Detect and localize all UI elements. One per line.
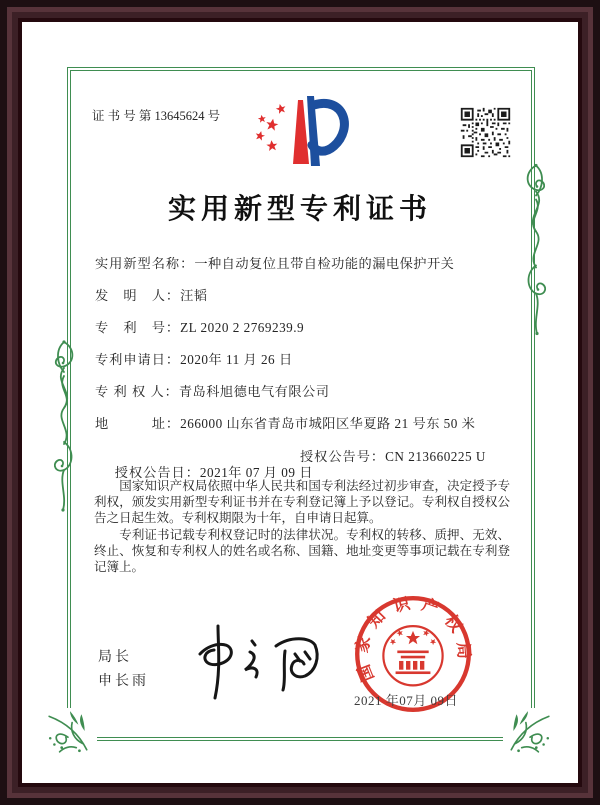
corner-flourish-icon (45, 708, 93, 756)
grant-date-label: 授权公告日： (114, 465, 200, 480)
corner-flourish-icon (505, 708, 553, 756)
field-label: 发 明 人： (95, 288, 181, 303)
floral-flourish-icon (519, 158, 553, 343)
cnipa-logo-icon (250, 94, 350, 170)
floral-flourish-icon (47, 338, 81, 516)
field-row-inventor (95, 285, 513, 304)
field-value: 一种自动复位且带自检功能的漏电保护开关 (194, 256, 455, 271)
grant-date-value: 2021年 07 月 09 日 (199, 465, 313, 480)
seal-ring-text: 国家知识产权局 (352, 593, 474, 685)
legal-text (94, 478, 510, 575)
grant-no-label: 授权公告号： (300, 449, 386, 464)
qr-code-icon (459, 106, 512, 159)
commissioner-title: 局长 (98, 648, 132, 664)
grant-no-value: CN 213660225 U (385, 449, 486, 464)
certificate-number: 证 书 号 第 13645624 号 (92, 109, 221, 123)
field-label: 地 址： (95, 416, 181, 431)
commissioner-name: 申长雨 (98, 672, 149, 688)
field-value: ZL 2020 2 2769239.9 (180, 320, 305, 335)
legal-paragraph-1: 国家知识产权局依照中华人民共和国专利法经过初步审查，决定授予专利权，颁发实用新型专利证书并在专利登记簿上予以登记。专利权自授权公告之日起生效。专利权期限为十年，自申请日起算。 (94, 479, 510, 526)
field-value: 汪韬 (180, 288, 208, 303)
field-label: 专 利 权 人： (95, 384, 179, 399)
signature-script-icon (178, 620, 340, 702)
signoff-block (98, 644, 149, 692)
field-row-filing-date (95, 349, 513, 368)
field-label: 实用新型名称： (95, 256, 195, 271)
certificate-title: 实用新型专利证书 (167, 194, 432, 225)
field-row-patentee (95, 381, 513, 400)
field-label: 专 利 号： (95, 320, 181, 335)
grant-date-stamp: 2021 年07月 09日 (354, 693, 459, 708)
legal-paragraph-2: 专利证书记载专利权登记时的法律状况。专利权的转移、质押、无效、终止、恢复和专利权人的姓名或名称、国籍、地址变更等事项记载在专利登记簿上。 (94, 527, 510, 575)
field-row-name (95, 253, 513, 272)
field-row-patent-no (95, 317, 513, 336)
field-value: 266000 山东省青岛市城阳区华夏路 21 号东 50 米 (180, 416, 476, 431)
field-label: 专利申请日： (95, 352, 181, 367)
field-value: 青岛科旭德电气有限公司 (178, 384, 330, 399)
field-row-address (95, 413, 513, 432)
field-value: 2020年 11 月 26 日 (180, 352, 293, 367)
